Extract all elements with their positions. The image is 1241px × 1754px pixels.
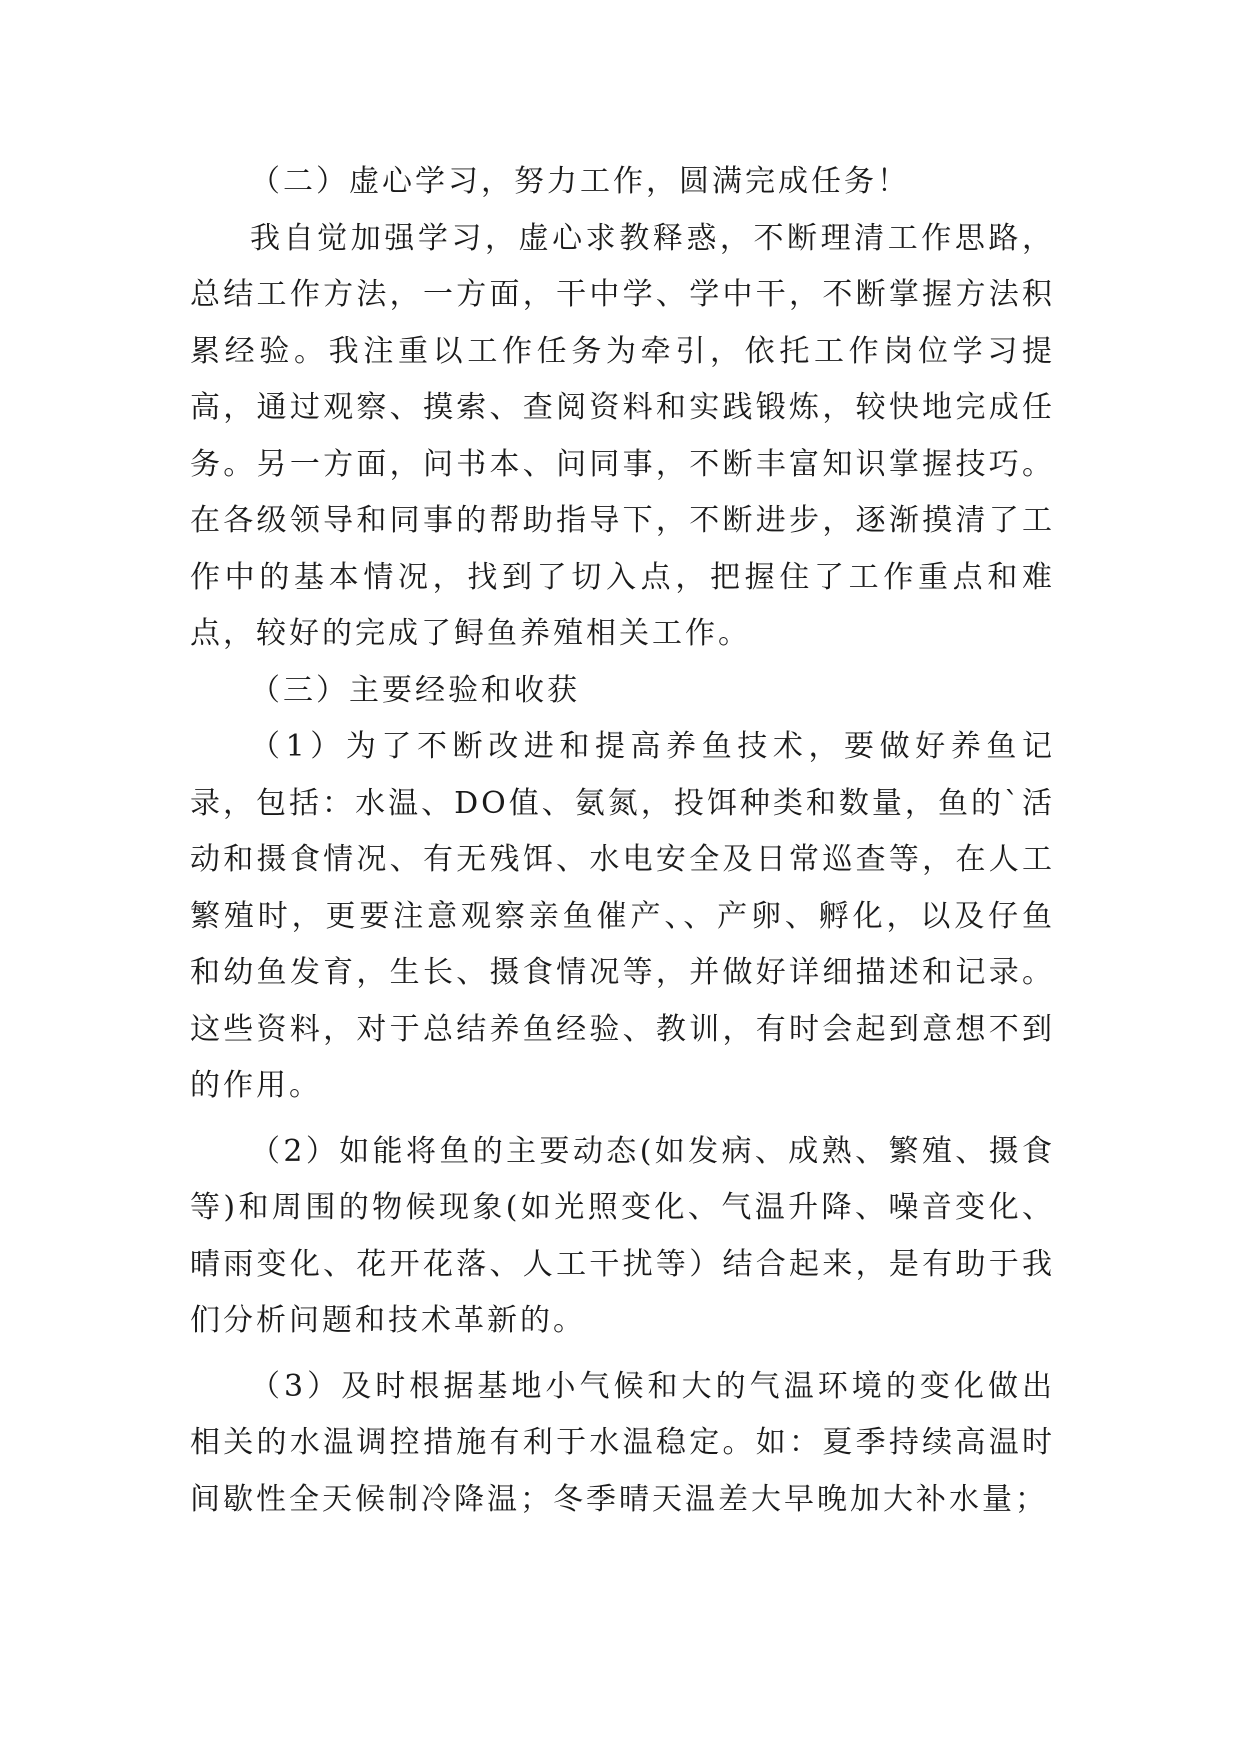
section-heading-3: （三）主要经验和收获 bbox=[250, 672, 580, 708]
paragraph-item-3: （3）及时根据基地小气候和大的气温环境的变化做出相关的水温调控措施有利于水温稳定。如：夏季持续高温时间歇性全天候制冷降温；冬季晴天温差大早晚加大补水量； bbox=[190, 1368, 1055, 1517]
paragraph-study: 我自觉加强学习，虚心求教释惑，不断理清工作思路，总结工作方法，一方面，干中学、学中干，不断掌握方法积累经验。我注重以工作任务为牵引，依托工作岗位学习提高，通过观察、摸索、查阅资料和实践锻炼，较快地完成任务。另一方面，问书本、问同事，不断丰富知识掌握技巧。在各级领导和同事的帮助指导下，不断进步，逐渐摸清了工作中的基本情况，找到了切入点，把握住了工作重点和难点，较好的完成了鲟鱼养殖相关工作。 bbox=[190, 220, 1055, 651]
paragraph-item-2: （2）如能将鱼的主要动态(如发病、成熟、繁殖、摄食等)和周围的物候现象(如光照变化、气温升降、噪音变化、晴雨变化、花开花落、人工干扰等）结合起来，是有助于我们分析问题和技术革新的。 bbox=[190, 1133, 1055, 1338]
paragraph-item-1: （1）为了不断改进和提高养鱼技术，要做好养鱼记录，包括：水温、DO值、氨氮，投饵种类和数量，鱼的`活动和摄食情况、有无残饵、水电安全及日常巡查等，在人工繁殖时，更要注意观察亲鱼催产、、产卵、孵化，以及仔鱼和幼鱼发育，生长、摄食情况等，并做好详细描述和记录。这些资料，对于总结养鱼经验、教训，有时会起到意想不到的作用。 bbox=[190, 729, 1055, 1103]
document-body bbox=[190, 154, 1055, 1528]
section-heading-2: （二）虚心学习，努力工作，圆满完成任务！ bbox=[250, 164, 910, 199]
